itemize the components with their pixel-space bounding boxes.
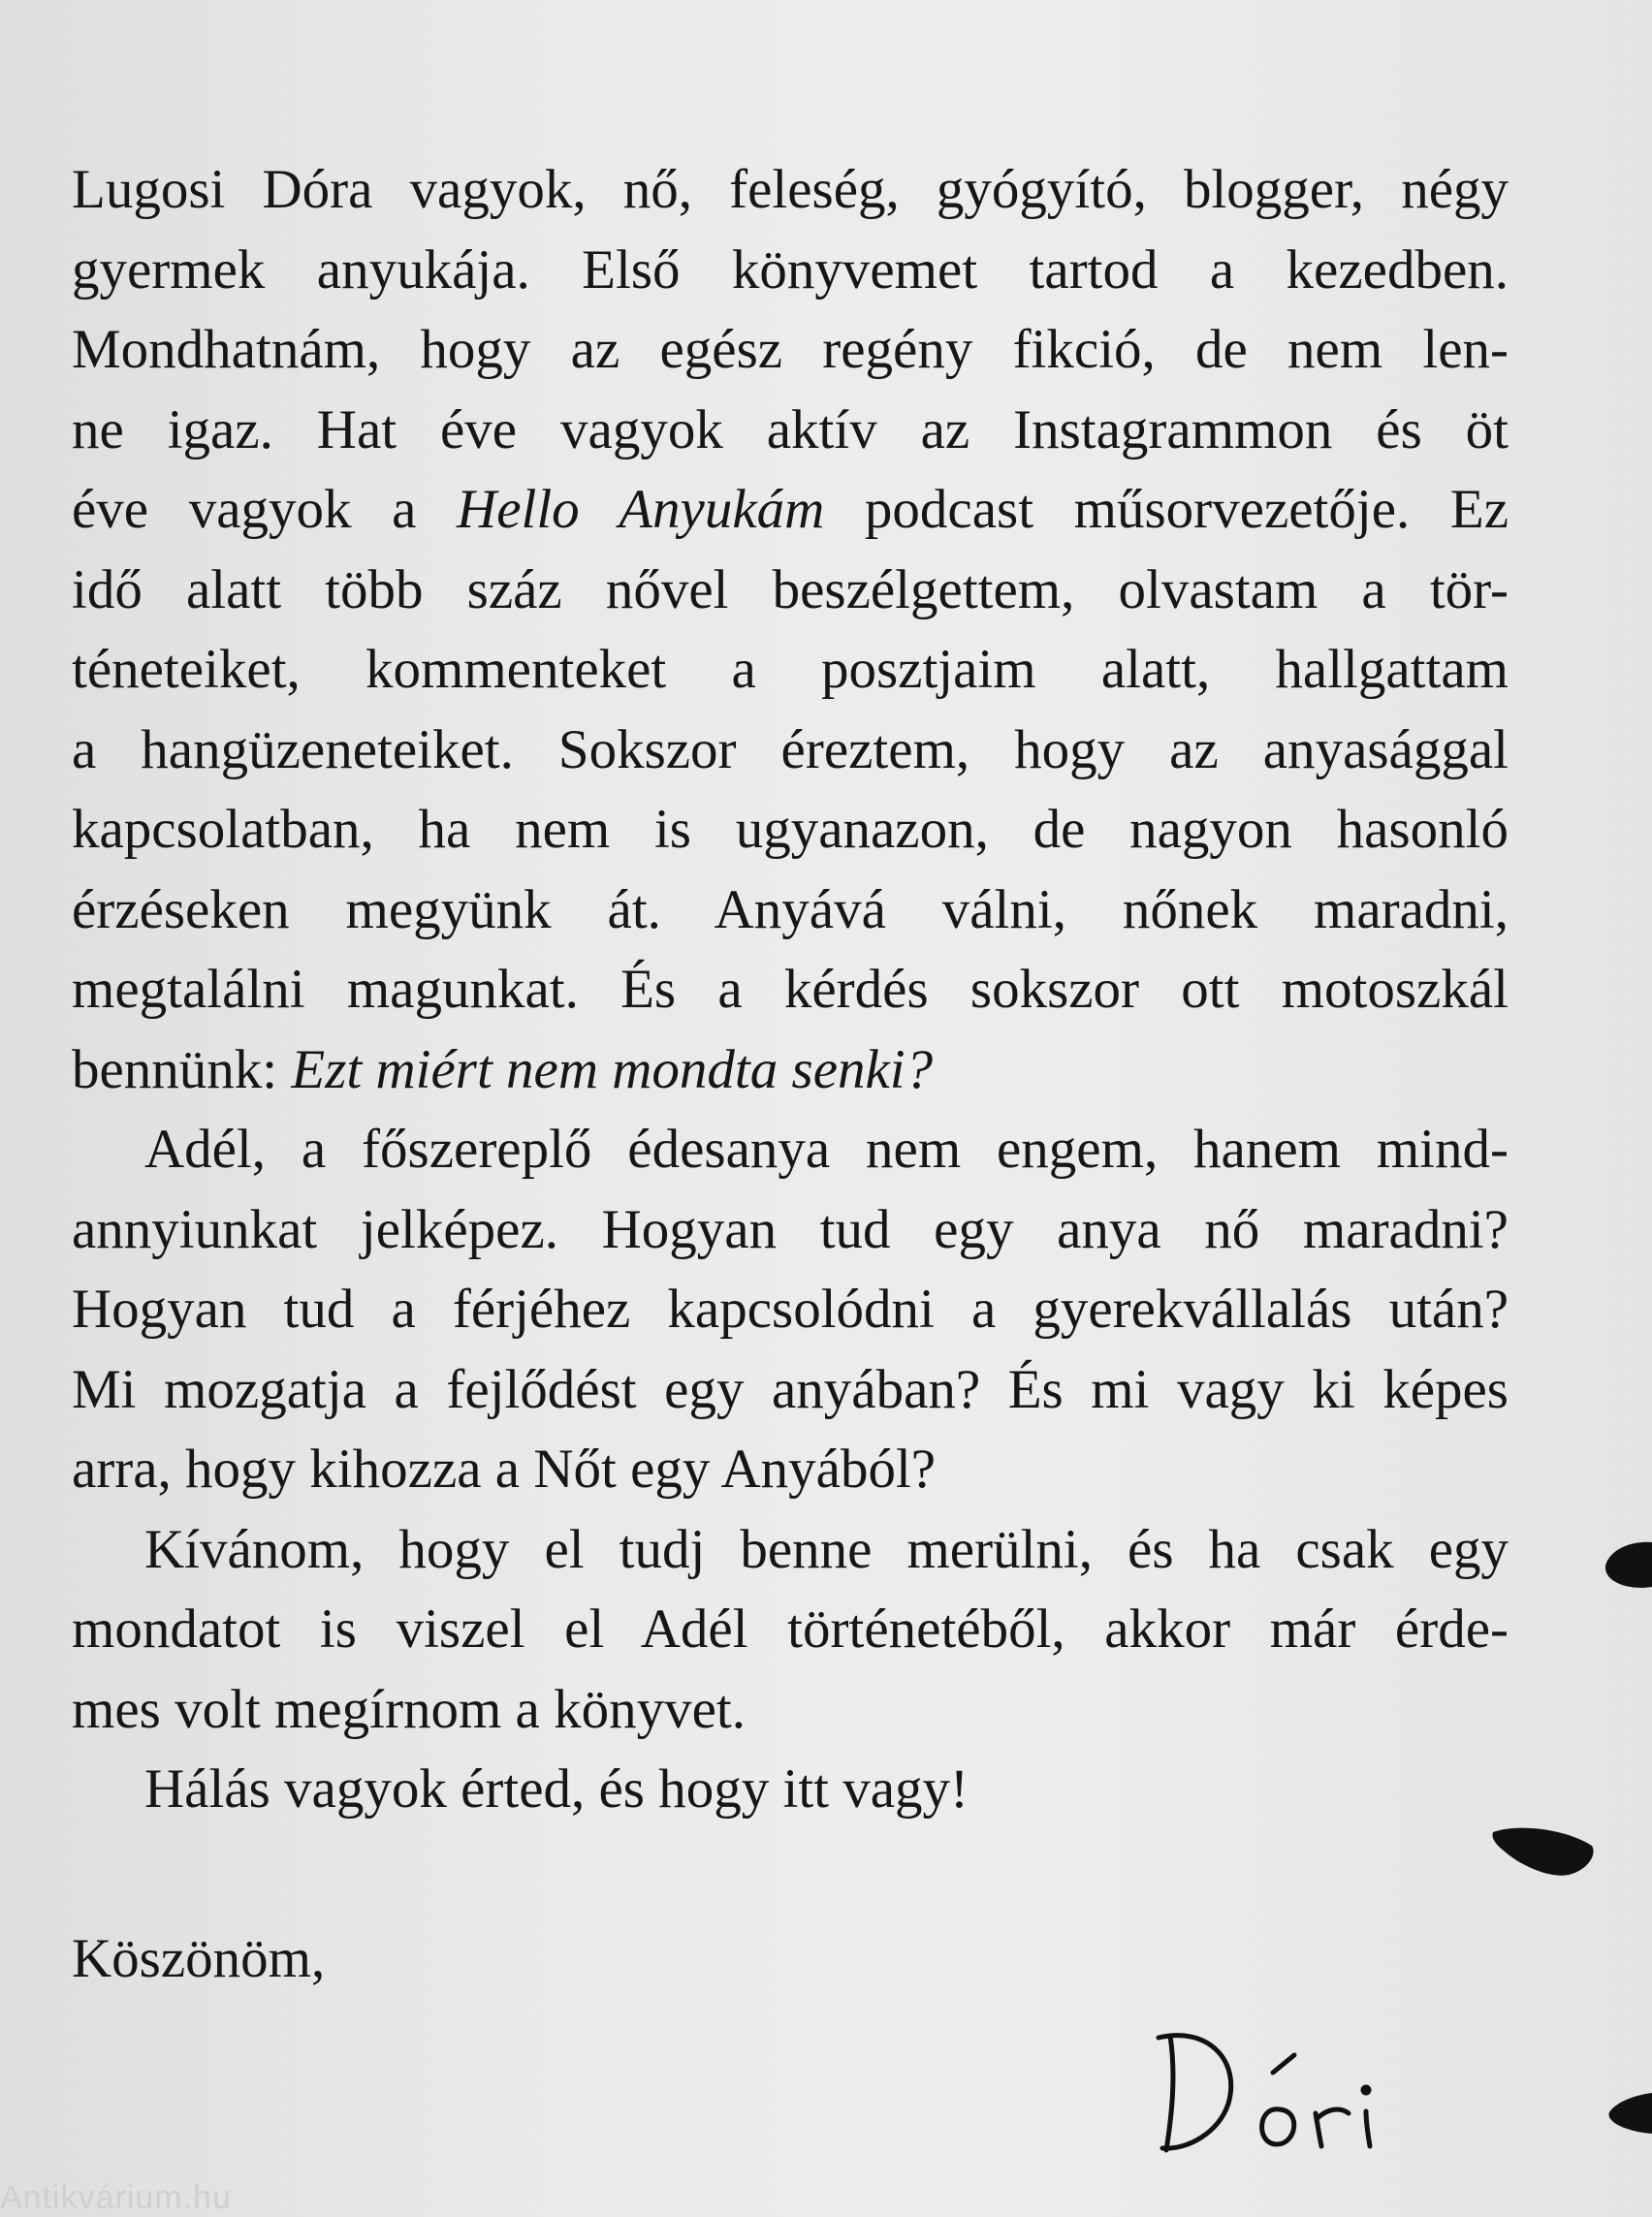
body-line: Hogyan tud a férjéhez kapcsolódni a gyerekvállalás után? xyxy=(72,1279,1509,1340)
body-line: gyermek anyukája. Első könyvemet tartod a kezedben. xyxy=(72,238,1509,301)
italic-question: Ezt miért nem mondta senki? xyxy=(291,1038,934,1100)
handwritten-signature xyxy=(1149,2016,1430,2162)
ink-blot xyxy=(1605,2089,1652,2138)
body-text xyxy=(72,150,1509,1830)
body-text-run: éve vagyok a xyxy=(72,479,458,540)
body-line: mes volt megírnom a könyvet. xyxy=(72,1678,746,1740)
body-line: érzéseken megyünk át. Anyává válni, nőnek maradni, xyxy=(72,878,1509,940)
body-line: ne igaz. Hat éve vagyok aktív az Instagrammon és öt xyxy=(72,398,1509,460)
body-line: Mi mozgatja a fejlődést egy anyában? És mi vagy ki képes xyxy=(72,1358,1509,1420)
body-line: idő alatt több száz nővel beszélgettem, olvastam a tör- xyxy=(72,558,1509,620)
podcast-title: Hello Anyukám xyxy=(457,479,825,540)
body-line: Lugosi Dóra vagyok, nő, feleség, gyógyító, blogger, négy xyxy=(72,159,1509,220)
body-line: megtalálni magunkat. És a kérdés sokszor ott motoszkál xyxy=(72,959,1509,1020)
body-text-run: podcast műsorvezetője. Ez xyxy=(824,479,1509,540)
closing-text: Köszönöm, xyxy=(72,1928,326,1989)
body-line: kapcsolatban, ha nem is ugyanazon, de nagyon hasonló xyxy=(72,799,1509,860)
body-line: annyiunkat jelképez. Hogyan tud egy anya nő maradni? xyxy=(72,1198,1509,1260)
ink-blot xyxy=(1602,1536,1652,1595)
body-line: a hangüzeneteiket. Sokszor éreztem, hogy az anyasággal xyxy=(72,718,1509,780)
body-line: Adél, a főszereplő édesanya nem engem, hanem mind- xyxy=(144,1119,1509,1180)
body-text-run: bennünk: xyxy=(72,1038,292,1100)
watermark-text: Antikvárium.hu xyxy=(0,2179,232,2216)
body-line xyxy=(72,470,1509,551)
body-line: téneteiket, kommenteket a posztjaim alatt, hallgattam xyxy=(72,639,1509,700)
body-line: mondatot is viszel el Adél történetéből, akkor már érde- xyxy=(72,1599,1509,1660)
body-line: Mondhatnám, hogy az egész regény fikció, de nem len- xyxy=(72,319,1509,380)
body-line: Kívánom, hogy el tudj benne merülni, és ha csak egy xyxy=(144,1518,1509,1580)
body-line xyxy=(72,1030,1509,1111)
body-line: arra, hogy kihozza a Nőt egy Anyából? xyxy=(72,1439,937,1500)
body-line: Hálás vagyok érted, és hogy itt vagy! xyxy=(144,1758,969,1820)
ink-blot xyxy=(1491,1822,1596,1881)
